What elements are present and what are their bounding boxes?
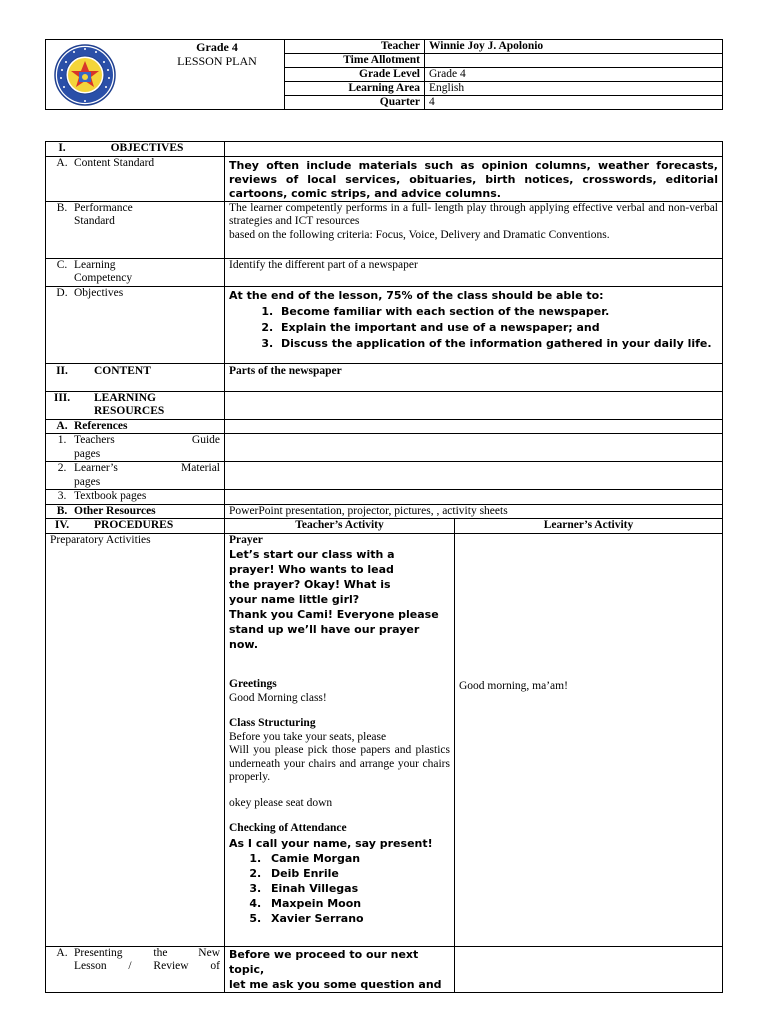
row-number: 1. <box>57 434 67 446</box>
learners-material-label-1: Learner’s <box>74 462 118 474</box>
prayer-title: Prayer <box>229 533 263 546</box>
teachers-guide-blank <box>225 434 723 462</box>
objectives-intro: At the end of the lesson, 75% of the class should be able to: <box>229 288 604 302</box>
textbook-label-cell <box>46 490 225 505</box>
objective-item: 3. Discuss the application of the information gathered in your daily life. <box>277 336 718 352</box>
objectives-label-cell <box>46 286 225 363</box>
header-label-learning-area: Learning Area <box>285 82 425 96</box>
header-table <box>45 39 723 110</box>
presenting-label-cell <box>46 946 225 992</box>
resources-heading-1: LEARNING <box>94 391 156 404</box>
section-number: III. <box>53 391 71 404</box>
resources-heading-cell <box>46 391 225 419</box>
lesson-plan-title: LESSON PLAN <box>177 54 257 68</box>
attendance-intro: As I call your name, say present! <box>229 836 433 850</box>
prayer-line: your name little girl? <box>229 593 360 606</box>
performance-standard-text-1: The learner competently performs in a full- length play through applying effective verbal and non-verbal strategies and ICT resources <box>229 201 718 227</box>
content-standard-label-cell <box>46 156 225 201</box>
student-name: 3. Einah Villegas <box>265 881 450 896</box>
section-number: IV. <box>54 519 70 531</box>
presenting-label-word: the <box>153 946 168 959</box>
attendance-title: Checking of Attendance <box>229 822 347 834</box>
prayer-line: Let’s start our class with a <box>229 548 395 561</box>
presenting-teacher-line: let me ask you some question and <box>229 977 442 991</box>
header-label-grade-level: Grade Level <box>285 68 425 82</box>
structuring-title: Class Structuring <box>229 717 316 729</box>
header-logo-cell <box>46 40 285 110</box>
row-letter: D. <box>56 286 68 299</box>
teachers-guide-label-1b: Guide <box>191 434 220 446</box>
objectives-list <box>229 304 718 352</box>
preparatory-learner-cell <box>455 533 723 946</box>
presenting-label-word: / <box>128 960 132 972</box>
attendance-list <box>229 851 450 926</box>
procedures-heading: PROCEDURES <box>94 519 174 531</box>
row-letter: B. <box>56 201 68 214</box>
content-text: Parts of the newspaper <box>225 363 723 391</box>
header-value-time-allotment <box>425 54 723 68</box>
presenting-label-word: Presenting <box>74 946 123 959</box>
section-number: I. <box>58 142 66 154</box>
grade-title: Grade 4 <box>196 40 238 54</box>
row-letter: A. <box>56 156 68 169</box>
objectives-label: Objectives <box>74 286 124 299</box>
header-value-grade-level: Grade 4 <box>425 68 723 82</box>
structuring-text: Will you please pick those papers and plastics underneath your chairs and arrange your chairs properly. <box>229 744 450 783</box>
references-label: References <box>74 419 128 432</box>
row-letter: A. <box>56 419 68 432</box>
presenting-label-word: Lesson <box>74 960 107 972</box>
student-name: 1. Camie Morgan <box>265 851 450 866</box>
header-value-quarter: 4 <box>425 96 723 110</box>
teachers-guide-label-1: Teachers <box>74 434 115 446</box>
textbook-blank <box>225 490 723 505</box>
teachers-guide-label-cell <box>46 434 225 462</box>
header-label-quarter: Quarter <box>285 96 425 110</box>
row-letter: B. <box>56 504 68 517</box>
objective-item: 2. Explain the important and use of a newspaper; and <box>277 320 718 336</box>
header-value-learning-area: English <box>425 82 723 96</box>
references-blank <box>225 419 723 434</box>
prayer-line: prayer! Who wants to lead <box>229 563 394 576</box>
learners-material-blank <box>225 462 723 490</box>
content-standard-label: Content Standard <box>74 156 155 169</box>
presenting-label-word: Review <box>153 960 189 972</box>
header-label-teacher: Teacher <box>285 40 425 54</box>
content-standard-text: They often include materials such as opinion columns, weather forecasts, reviews of local services, obituaries, birth notices, crosswords, editorial cartoons, comic strips, and advice columns. <box>225 156 723 201</box>
greetings-text: Good Morning class! <box>229 691 327 704</box>
learning-competency-text: Identify the different part of a newspaper <box>225 258 723 286</box>
seat-text: okey please seat down <box>229 796 333 809</box>
content-heading: CONTENT <box>94 364 151 377</box>
row-letter: A. <box>56 946 68 959</box>
teachers-guide-label-2: pages <box>74 447 101 460</box>
resources-heading-2: RESOURCES <box>94 405 165 417</box>
learners-material-label-2: pages <box>74 475 101 488</box>
preparatory-teacher-cell <box>225 533 455 946</box>
learning-competency-label-2: Competency <box>74 272 133 284</box>
presenting-label-word: of <box>210 960 220 972</box>
learners-material-label-1b: Material <box>181 462 220 474</box>
prayer-line: stand up we’ll have our prayer now. <box>229 623 420 651</box>
student-name: 2. Deib Enrile <box>265 866 450 881</box>
row-number: 3. <box>57 490 67 502</box>
performance-standard-text-2: based on the following criteria: Focus, Voice, Delivery and Dramatic Conventions. <box>229 228 610 241</box>
performance-standard-label-2: Standard <box>74 215 115 227</box>
greetings-title: Greetings <box>229 678 277 690</box>
objectives-heading: OBJECTIVES <box>110 142 184 154</box>
learner-response: Good morning, ma’am! <box>459 679 568 692</box>
prayer-text <box>229 547 450 652</box>
resources-blank <box>225 391 723 419</box>
content-heading-cell <box>46 363 225 391</box>
learning-competency-label-cell <box>46 258 225 286</box>
learners-material-label-cell <box>46 462 225 490</box>
student-name: 4. Maxpein Moon <box>265 896 450 911</box>
performance-standard-text-cell <box>225 201 723 258</box>
learner-activity-header: Learner’s Activity <box>455 519 723 534</box>
other-resources-label-cell <box>46 504 225 519</box>
objectives-heading-cell <box>46 142 225 157</box>
objectives-heading-blank <box>225 142 723 157</box>
prayer-line: the prayer? Okay! What is <box>229 578 391 591</box>
lesson-plan-table <box>45 141 723 993</box>
performance-standard-label-1: Performance <box>74 201 133 214</box>
learning-competency-label-1: Learning <box>74 258 116 271</box>
header-title-block <box>146 40 288 68</box>
student-name: 5. Xavier Serrano <box>265 911 450 926</box>
deped-seal-icon <box>54 44 116 106</box>
references-label-cell <box>46 419 225 434</box>
performance-standard-label-cell <box>46 201 225 258</box>
presenting-teacher-cell <box>225 946 455 992</box>
header-value-teacher: Winnie Joy J. Apolonio <box>425 40 723 54</box>
section-number: II. <box>56 364 68 377</box>
header-label-time-allotment: Time Allotment <box>285 54 425 68</box>
procedures-heading-cell <box>46 519 225 534</box>
presenting-learner-cell <box>455 946 723 992</box>
row-number: 2. <box>57 462 67 474</box>
preparatory-label: Preparatory Activities <box>46 533 225 946</box>
structuring-line-1: Before you take your seats, please <box>229 730 387 743</box>
objectives-text-cell <box>225 286 723 363</box>
objective-item: 1. Become familiar with each section of the newspaper. <box>277 304 718 320</box>
textbook-label: Textbook pages <box>74 490 147 502</box>
other-resources-text: PowerPoint presentation, projector, pictures, , activity sheets <box>225 504 723 519</box>
prayer-line: Thank you Cami! Everyone please <box>229 608 439 621</box>
teacher-activity-header: Teacher’s Activity <box>225 519 455 534</box>
other-resources-label: Other Resources <box>74 504 156 517</box>
row-letter: C. <box>56 258 68 271</box>
presenting-label-word: New <box>198 946 220 959</box>
presenting-teacher-line: Before we proceed to our next topic, <box>229 947 419 976</box>
